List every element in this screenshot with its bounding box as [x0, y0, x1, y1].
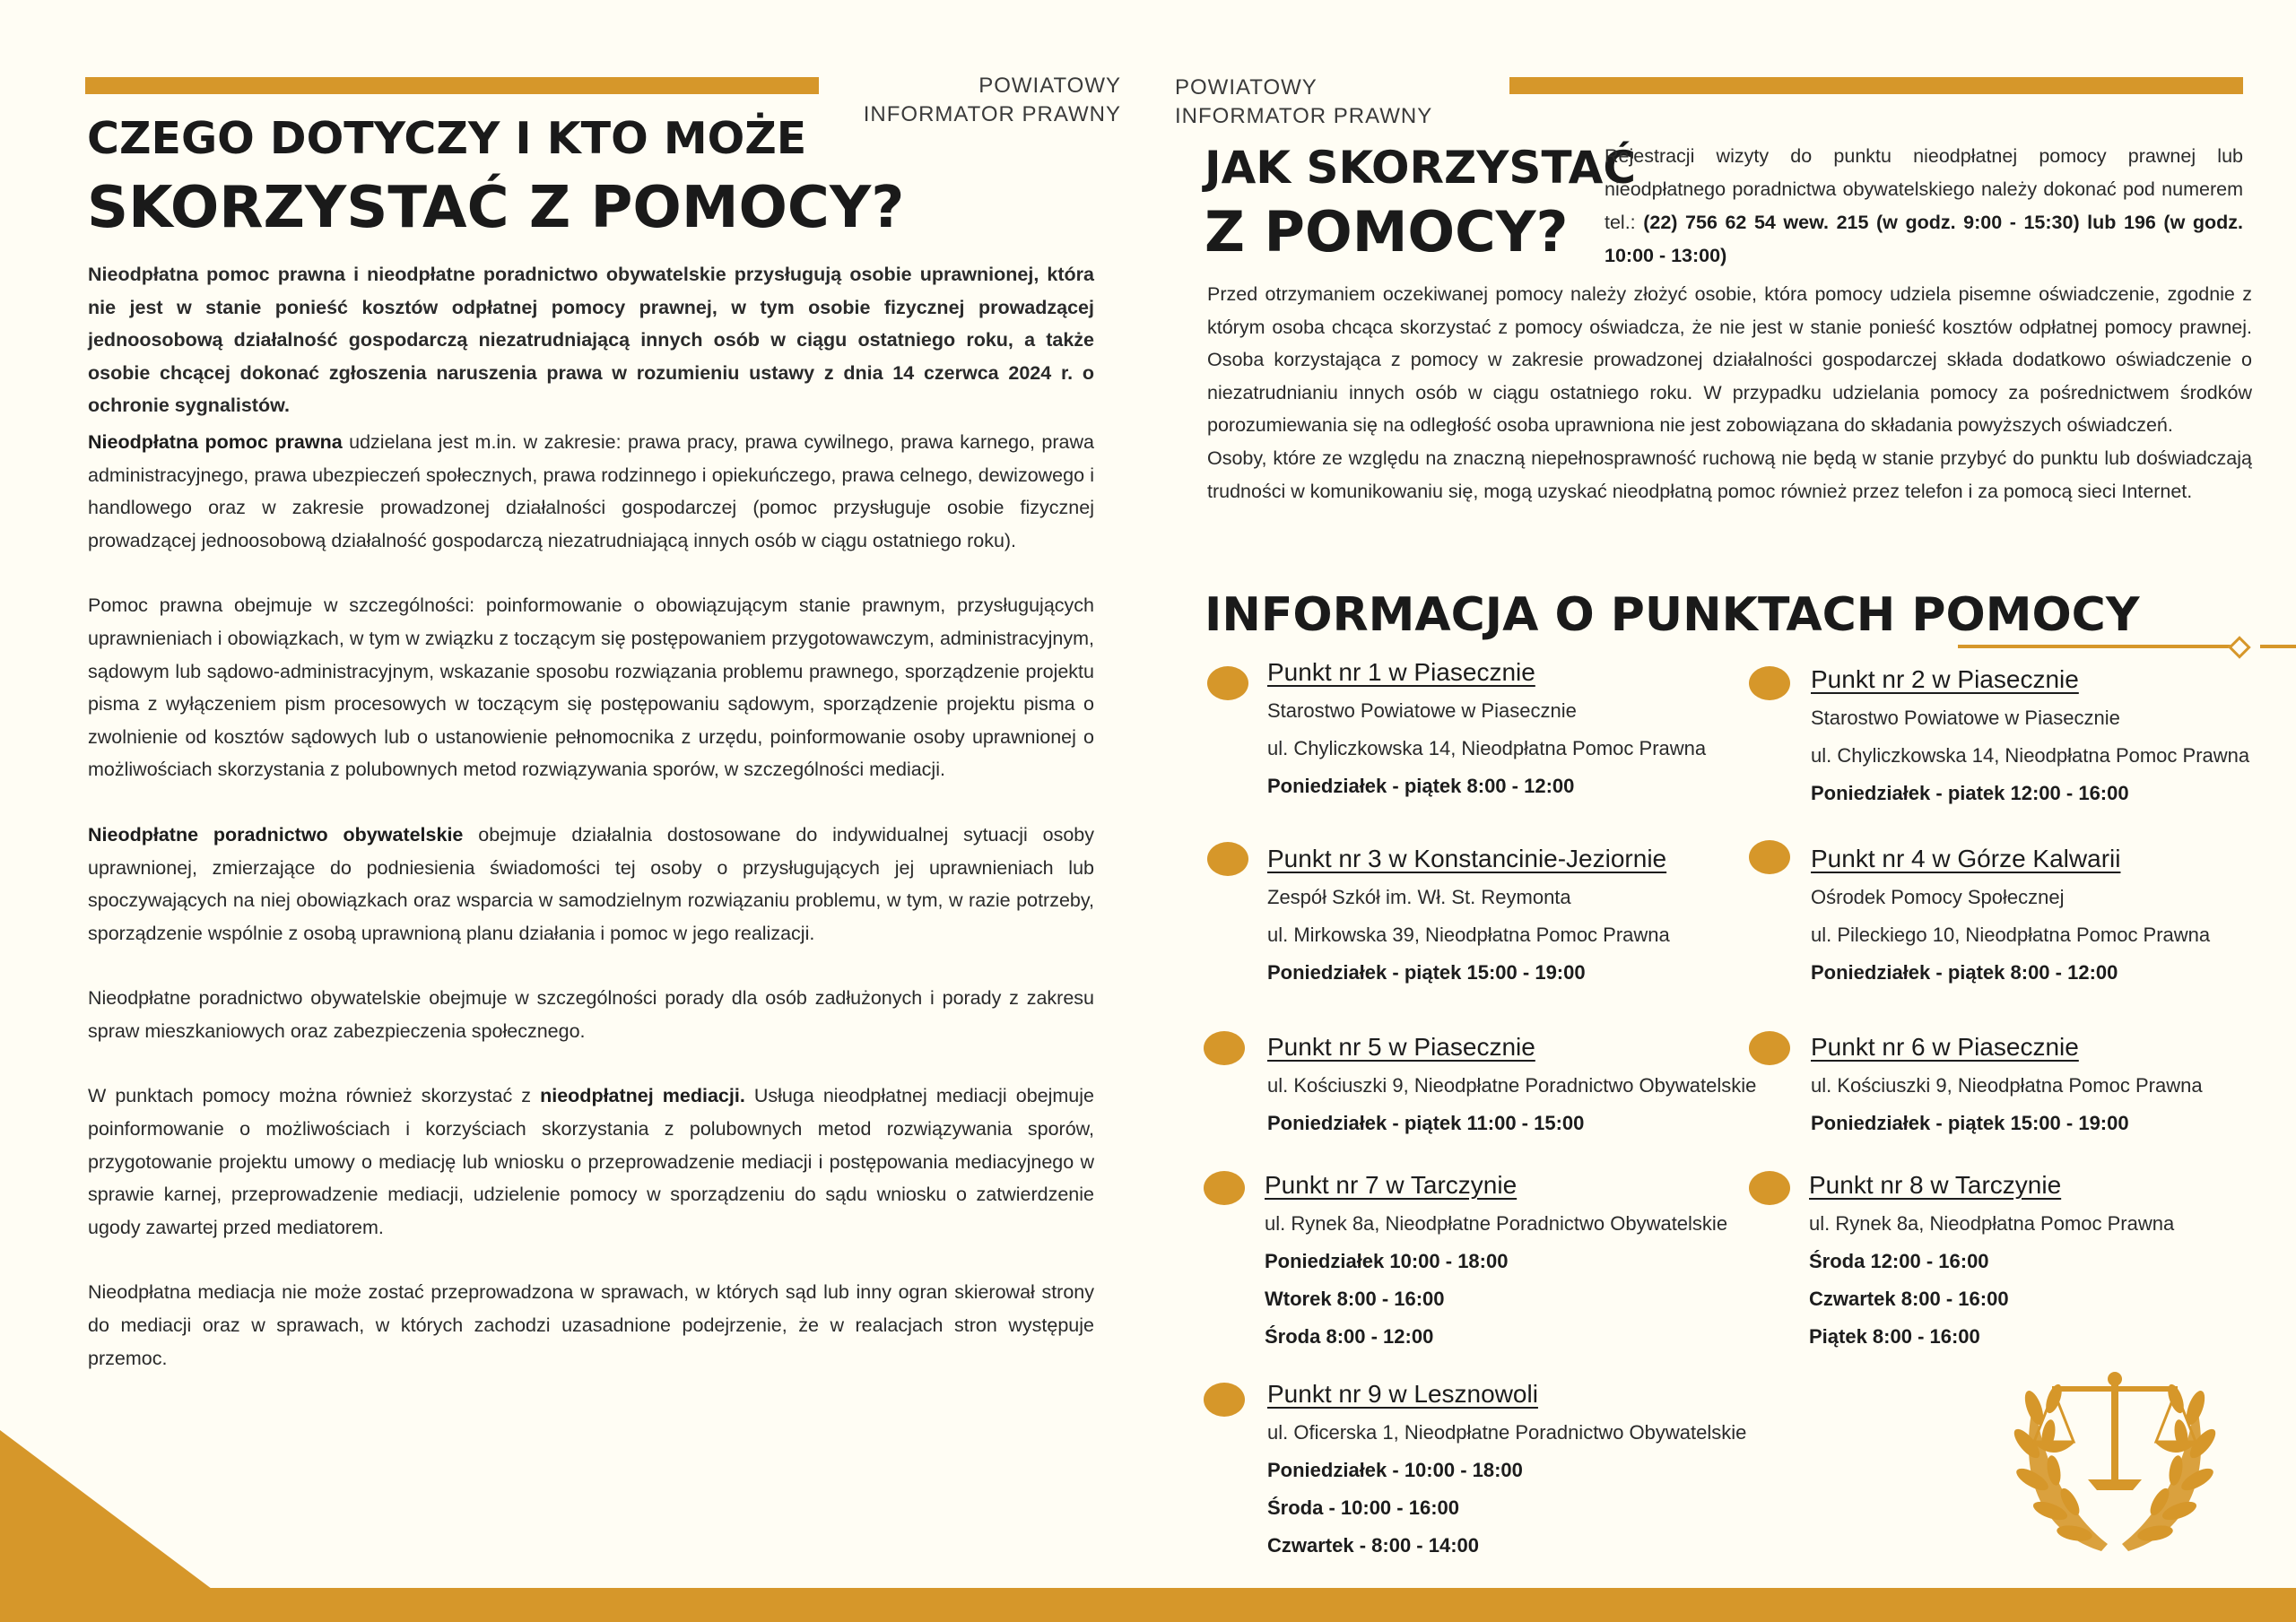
- point-8-line: ul. Rynek 8a, Nieodpłatna Pomoc Prawna: [1809, 1212, 2175, 1235]
- point-3: [1267, 839, 1670, 992]
- intro-paragraph: Nieodpłatna pomoc prawna i nieodpłatne poradnictwo obywatelskie przysługują osobie uprawnionej, która nie jest w stanie ponieść kosztów odpłatnej pomocy prawnej, w tym osobie fizycznej prowadzącej jednoosobową działalność gospodarczą niezatrudniającą innych osób w ciągu ostatniego roku, a także osobie chcącej dokonać zgłoszenia naruszenia prawa w rozumieniu ustawy z dnia 14 czerwca 2024 r. o ochronie sygnalistów.: [88, 264, 1094, 417]
- point-9-hours: Środa - 10:00 - 16:00: [1267, 1496, 1459, 1519]
- point-7: [1265, 1166, 1727, 1356]
- point-2-title: Punkt nr 2 w Piasecznie: [1811, 665, 2079, 693]
- paragraph-mediacja-wylaczenia: Nieodpłatna mediacja nie może zostać przeprowadzona w sprawach, w których sąd lub inny ogran skierował strony do mediacji oraz w sprawach, w których zachodzi uzasadnione podejrzenie, że w realacjach stron występuje przemoc.: [88, 1281, 1094, 1369]
- point-8-hours: Piątek 8:00 - 16:00: [1809, 1325, 1980, 1348]
- point-1-dot: [1207, 666, 1248, 700]
- point-6-dot: [1749, 1031, 1790, 1065]
- point-9: [1267, 1375, 1746, 1565]
- point-1: [1267, 653, 1706, 805]
- point-8-hours: Środa 12:00 - 16:00: [1809, 1250, 1989, 1272]
- point-7-line: ul. Rynek 8a, Nieodpłatne Poradnictwo Obywatelskie: [1265, 1212, 1728, 1235]
- divider-line: [1958, 645, 2231, 648]
- left-body: [88, 258, 1094, 1407]
- point-6-line: ul. Kościuszki 9, Nieodpłatna Pomoc Prawna: [1811, 1074, 2203, 1097]
- paragraph-poradnictwo: Nieodpłatne poradnictwo obywatelskie obejmuje działalnia dostosowane do indywidualnej sytuacji osoby uprawnionej, zmierzające do podniesienia świadomości tej osoby o przysługujących jej uprawnieniach lub spoczywających na niej obowiązkach oraz wsparcia w samodzielnym rozwiązaniu problemu, w tym, w razie potrzeby, sporządzenie wspólnie z osobą uprawnioną planu działania i pomoc w jego realizacji.: [88, 823, 1094, 944]
- point-6: [1811, 1028, 2203, 1142]
- point-8-hours: Czwartek 8:00 - 16:00: [1809, 1288, 2009, 1310]
- paragraph-oswiadczenie: Przed otrzymaniem oczekiwanej pomocy należy złożyć osobie, która pomocy udziela pisemne oświadczenie, zgodnie z którym osoba chcąca skorzystać z pomocy oświadcza, że nie jest w stanie ponieść kosztów odpłatnej pomocy prawnej. Osoba korzystająca z pomocy w zakresie prowadzonej działalności gospodarczej składa dodatkowo oświadczenie o niezatrudnianiu innych osób w ciągu ostatniego roku. W przypadku udzielania pomocy za pośrednictwem środków porozumiewania się na odległość osoba uprawniona nie jest zobowiązana do składania powyższych oświadczeń.: [1207, 283, 2252, 437]
- point-8-title: Punkt nr 8 w Tarczynie: [1809, 1171, 2062, 1199]
- scales-of-justice-laurel-icon: [2007, 1345, 2222, 1560]
- point-4-dot: [1749, 840, 1790, 874]
- paragraph-pomoc-prawna: Nieodpłatna pomoc prawna udzielana jest m.in. w zakresie: prawa pracy, prawa cywilnego, prawa karnego, prawa administracyjnego, prawa ubezpieczeń społecznych, prawa rodzinnego i opiekuńczego, prawa celnego, dewizowego i handlowego oraz w zakresie prowadzonej działalności gospodarczej (pomoc przysługuje osobie fizycznej prowadzącej jednoosobową działalność gospodarczą niezatrudniającą innych osób w ciągu ostatniego roku).: [88, 430, 1094, 551]
- point-7-hours: Poniedziałek 10:00 - 18:00: [1265, 1250, 1509, 1272]
- point-7-hours: Środa 8:00 - 12:00: [1265, 1325, 1434, 1348]
- point-3-dot: [1207, 842, 1248, 876]
- point-9-dot: [1204, 1383, 1245, 1417]
- left-title-line2: SKORZYSTAĆ Z POMOCY?: [87, 175, 905, 241]
- point-9-line: ul. Oficerska 1, Nieodpłatne Poradnictwo Obywatelskie: [1267, 1421, 1747, 1444]
- point-4-hours: Poniedziałek - piątek 8:00 - 12:00: [1811, 961, 2118, 984]
- top-bar-right: [1509, 77, 2243, 94]
- point-9-hours: Czwartek - 8:00 - 14:00: [1267, 1534, 1479, 1557]
- header-label-right: POWIATOWY INFORMATOR PRAWNY: [1175, 75, 1433, 128]
- point-3-title: Punkt nr 3 w Konstancinie-Jeziornie: [1267, 845, 1667, 872]
- point-5-line: ul. Kościuszki 9, Nieodpłatne Poradnictwo Obywatelskie: [1267, 1074, 1757, 1097]
- point-1-line: Starostwo Powiatowe w Piasecznie: [1267, 699, 1577, 722]
- point-4-title: Punkt nr 4 w Górze Kalwarii: [1811, 845, 2121, 872]
- point-4-line: Ośrodek Pomocy Społecznej: [1811, 886, 2065, 908]
- point-5: [1267, 1028, 1756, 1142]
- corner-triangle: [0, 1430, 215, 1592]
- point-9-hours: Poniedziałek - 10:00 - 18:00: [1267, 1459, 1523, 1481]
- point-8: [1809, 1166, 2174, 1356]
- point-7-hours: Wtorek 8:00 - 16:00: [1265, 1288, 1445, 1310]
- point-4-line: ul. Pileckiego 10, Nieodpłatna Pomoc Prawna: [1811, 924, 2211, 946]
- right-title-line1: JAK SKORZYSTAĆ: [1205, 142, 1637, 194]
- point-5-title: Punkt nr 5 w Piasecznie: [1267, 1033, 1535, 1061]
- header-label-left: POWIATOWY INFORMATOR PRAWNY: [863, 74, 1121, 126]
- point-3-line: ul. Mirkowska 39, Nieodpłatna Pomoc Prawna: [1267, 924, 1670, 946]
- diamond-icon: [2228, 636, 2250, 658]
- divider-line-end: [2260, 645, 2296, 648]
- paragraph-porady: Nieodpłatne poradnictwo obywatelskie obejmuje w szczególności porady dla osób zadłużonych i porady z zakresu spraw mieszkaniowych oraz zabezpieczenia społecznego.: [88, 987, 1094, 1042]
- point-3-line: Zespół Szkół im. Wł. St. Reymonta: [1267, 886, 1571, 908]
- point-2-line: ul. Chyliczkowska 14, Nieodpłatna Pomoc Prawna: [1811, 744, 2250, 767]
- point-9-title: Punkt nr 9 w Lesznowoli: [1267, 1380, 1538, 1408]
- point-5-hours: Poniedziałek - piątek 11:00 - 15:00: [1267, 1112, 1585, 1134]
- point-1-hours: Poniedziałek - piątek 8:00 - 12:00: [1267, 775, 1575, 797]
- point-5-dot: [1204, 1031, 1245, 1065]
- point-1-line: ul. Chyliczkowska 14, Nieodpłatna Pomoc Prawna: [1267, 737, 1707, 759]
- top-bar-left: [85, 77, 819, 94]
- paragraph-niepelnosprawnosc: Osoby, które ze względu na znaczną niepełnosprawność ruchową nie będą w stanie przybyć do punktu lub doświadczają trudności w komunikowaniu się, mogą uzyskać nieodpłatną pomoc również przez telefon i za pomocą sieci Internet.: [1207, 447, 2252, 502]
- right-title-line2: Z POMOCY?: [1205, 199, 1569, 265]
- point-8-dot: [1749, 1171, 1790, 1205]
- point-2-hours: Poniedziałek - piatek 12:00 - 16:00: [1811, 782, 2129, 804]
- point-1-title: Punkt nr 1 w Piasecznie: [1267, 658, 1535, 686]
- point-2-dot: [1749, 666, 1790, 700]
- point-3-hours: Poniedziałek - piątek 15:00 - 19:00: [1267, 961, 1586, 984]
- paragraph-zakres-pomocy: Pomoc prawna obejmuje w szczególności: poinformowanie o obowiązującym stanie prawnym, przysługujących uprawnieniach i obowiązkach, w tym w związku z toczącym się postępowaniem przygotowawczym, administracyjnym, sądowym lub sądowo-administracyjnym, wskazanie sposobu rozwiązania problemu prawnego, sporządzenie projektu pisma z wyłączeniem pism procesowych w toczącym się postępowaniu sądowym, sporządzenie projektu pisma o zwolnienie od kosztów sądowych lub o ustanowienie pełnomocnika z urzędu, poinformowanie osoby uprawnionej o możliwościach skorzystania z polubownych metod rozwiązywania sporów, w szczególności mediacji.: [88, 594, 1094, 781]
- point-6-title: Punkt nr 6 w Piasecznie: [1811, 1033, 2079, 1061]
- point-2-line: Starostwo Powiatowe w Piasecznie: [1811, 707, 2120, 729]
- point-6-hours: Poniedziałek - piątek 15:00 - 19:00: [1811, 1112, 2129, 1134]
- point-7-title: Punkt nr 7 w Tarczynie: [1265, 1171, 1518, 1199]
- paragraph-mediacja: W punktach pomocy można również skorzystać z nieodpłatnej mediacji. Usługa nieodpłatnej mediacji obejmuje poinformowanie o możliwościach i korzyściach skorzystania z polubownych metod rozwiązywania sporów, przygotowanie projektu umowy o mediację lub wniosku o przeprowadzenie mediacji i postępowania mediacyjnego w sprawie karnej, przeprowadzenie mediacji, udzielenie pomocy w sporządzeniu do sądu wniosku o zatwierdzenie ugody zawartej przed mediatorem.: [88, 1085, 1094, 1238]
- bottom-bar: [0, 1588, 2296, 1622]
- left-title-line1: CZEGO DOTYCZY I KTO MOŻE: [87, 113, 807, 164]
- point-2: [1811, 660, 2249, 812]
- point-4: [1811, 839, 2210, 992]
- point-7-dot: [1204, 1171, 1245, 1205]
- info-title: INFORMACJA O PUNKTACH POMOCY: [1205, 588, 2140, 642]
- right-body: [1207, 278, 2252, 507]
- registration-info: Rejestracji wizyty do punktu nieodpłatnej pomocy prawnej lub nieodpłatnego poradnictwa obywatelskiego należy dokonać pod numerem tel.: (22) 756 62 54 wew. 215 (w godz. 9:00 - 15:30) lub 196 (w godz. 10:00 - 13:00): [1605, 145, 2243, 266]
